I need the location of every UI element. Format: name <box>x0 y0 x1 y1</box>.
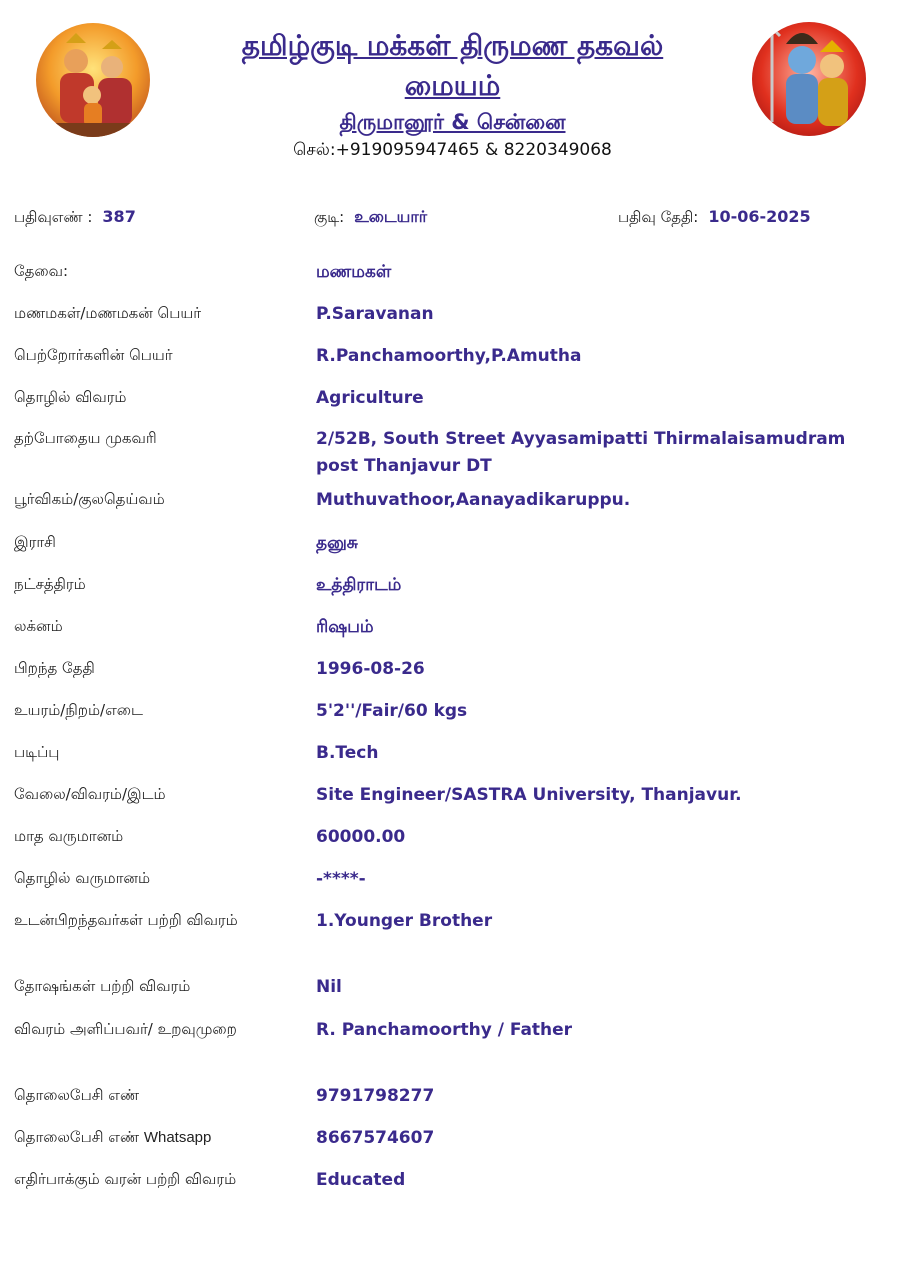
page-title-line2: மையம் <box>404 69 501 102</box>
field-value: P.Saravanan <box>316 304 434 324</box>
field-label: தேவை: <box>14 262 69 280</box>
field-label: தொழில் விவரம் <box>14 388 127 406</box>
field-value: 60000.00 <box>316 827 406 847</box>
field-value: தனுசு <box>316 533 358 553</box>
field-value: மணமகள் <box>316 262 392 282</box>
registration-number-label: பதிவுஎண் : <box>14 208 93 226</box>
field-value: R.Panchamoorthy,P.Amutha <box>316 346 582 366</box>
field-label: நட்சத்திரம் <box>14 575 86 593</box>
field-value: Nil <box>316 977 342 997</box>
field-value: Muthuvathoor,Aanayadikaruppu. <box>316 490 631 510</box>
field-label: லக்னம் <box>14 617 63 635</box>
field-label: பூர்விகம்/குலதெய்வம் <box>14 490 165 508</box>
registration-date <box>618 206 811 228</box>
deity-image-right <box>752 22 866 136</box>
field-label: வேலை/விவரம்/இடம் <box>14 785 166 803</box>
contact-phone: செல்:+919095947465 & 8220349068 <box>293 140 612 160</box>
field-value: உத்திராடம் <box>316 575 402 595</box>
field-label: இராசி <box>14 533 56 551</box>
page-subtitle: திருமானூர் & சென்னை <box>339 110 566 134</box>
field-label: தொலைபேசி எண் <box>14 1086 140 1104</box>
field-value: 5'2''/Fair/60 kgs <box>316 701 468 721</box>
field-value: R. Panchamoorthy / Father <box>316 1020 573 1040</box>
kudi-label: குடி: <box>314 208 345 226</box>
kudi-value: உடையார் <box>354 207 428 226</box>
field-label: தொழில் வருமானம் <box>14 869 151 887</box>
field-label: பெற்றோர்களின் பெயர் <box>14 346 173 364</box>
deity-image-left <box>36 23 150 137</box>
field-label: தோஷங்கள் பற்றி விவரம் <box>14 977 191 995</box>
field-value: Educated <box>316 1170 406 1190</box>
registration-number <box>14 206 136 228</box>
whatsapp-label: Whatsapp <box>143 1129 212 1146</box>
field-label: உடன்பிறந்தவர்கள் பற்றி விவரம் <box>14 911 238 929</box>
page-title-line1: தமிழ்குடி மக்கள் திருமண தகவல் <box>241 29 664 62</box>
field-value: 2/52B, South Street Ayyasamipatti Thirmalaisamudram post Thanjavur DT <box>316 429 846 476</box>
field-value: 1996-08-26 <box>316 659 425 679</box>
kudi <box>314 206 427 228</box>
field-value: 9791798277 <box>316 1086 435 1106</box>
field-value: 8667574607 <box>316 1128 435 1148</box>
registration-number-value: 387 <box>102 207 136 226</box>
field-label <box>14 1125 294 1150</box>
field-value: ரிஷபம் <box>316 617 374 637</box>
field-label: எதிர்பாக்கும் வரன் பற்றி விவரம் <box>14 1170 237 1188</box>
field-label: மாத வருமானம் <box>14 827 124 845</box>
field-label: மணமகள்/மணமகன் பெயர் <box>14 304 202 322</box>
field-label: விவரம் அளிப்பவர்/ உறவுமுறை <box>14 1020 237 1038</box>
field-value: B.Tech <box>316 743 379 763</box>
field-label: படிப்பு <box>14 743 60 761</box>
field-label-text: தொலைபேசி எண் <box>14 1128 140 1146</box>
registration-date-value: 10-06-2025 <box>708 207 811 226</box>
field-value: -****- <box>316 869 366 889</box>
field-value: Agriculture <box>316 388 424 408</box>
field-value: 1.Younger Brother <box>316 911 493 931</box>
field-label: பிறந்த தேதி <box>14 659 95 677</box>
field-label: உயரம்/நிறம்/எடை <box>14 701 143 719</box>
field-value: Site Engineer/SASTRA University, Thanjavur. <box>316 785 742 805</box>
field-label: தற்போதைய முகவரி <box>14 429 157 447</box>
registration-date-label: பதிவு தேதி: <box>618 208 699 226</box>
